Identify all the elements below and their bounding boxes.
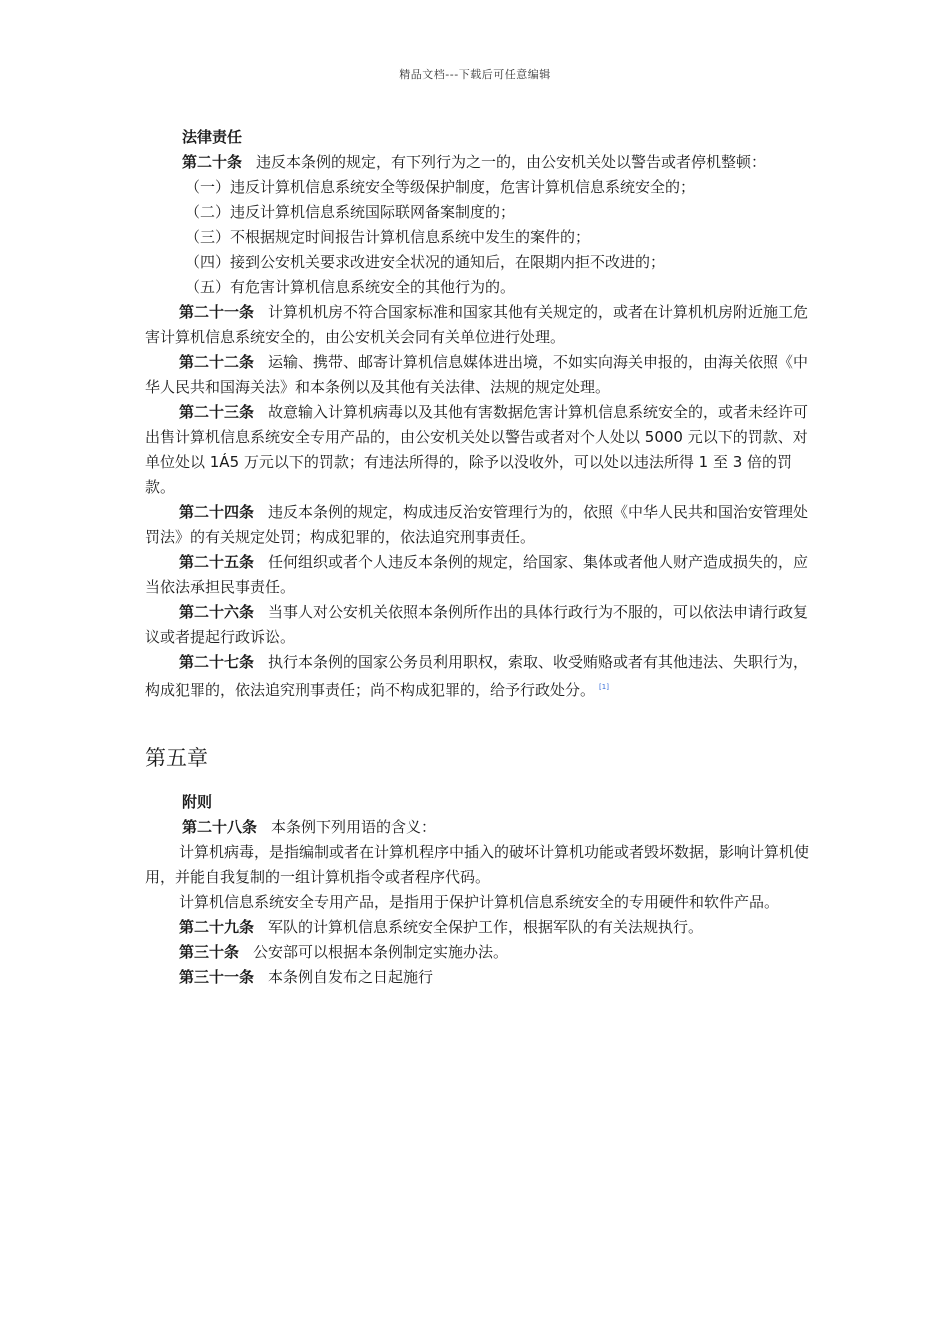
article-text: 本条例下列用语的含义： (271, 818, 437, 836)
article-26 (145, 600, 810, 650)
article-24 (145, 500, 810, 550)
article-20 (145, 150, 810, 175)
list-item: （五）有危害计算机信息系统安全的其他行为的。 (185, 278, 516, 296)
section-title-legal: 法律责任 (182, 128, 243, 146)
page-header: 精品文档---下载后可任意编辑 (399, 68, 551, 81)
list-item: （四）接到公安机关要求改进安全状况的通知后，在限期内拒不改进的； (185, 253, 666, 271)
document-body (145, 124, 810, 990)
article-text: 军队的计算机信息系统安全保护工作，根据军队的有关法规执行。 (268, 918, 704, 936)
article-number: 第二十五条 (179, 553, 255, 571)
definition-virus: 计算机病毒，是指编制或者在计算机程序中插入的破坏计算机功能或者毁坏数据，影响计算机使用，并能自我复制的一组计算机指令或者程序代码。 (145, 843, 810, 886)
article-text: 任何组织或者个人违反本条例的规定，给国家、集体或者他人财产造成损失的，应当依法承担民事责任。 (145, 553, 809, 596)
section-title-appendix: 附则 (182, 793, 213, 811)
article-30 (145, 940, 810, 965)
article-text: 当事人对公安机关依照本条例所作出的具体行政行为不服的，可以依法申请行政复议或者提起行政诉讼。 (145, 603, 809, 646)
article-text: 故意输入计算机病毒以及其他有害数据危害计算机信息系统安全的，或者未经许可出售计算机信息系统安全专用产品的，由公安机关处以警告或者对个人处以 5000 元以下的罚款、对单位处以 1Á5 万元以下的罚款；有违法所得的，除予以没收外，可以处以违法所得 1 至 3 倍的罚款。 (145, 403, 809, 496)
article-22 (145, 350, 810, 400)
article-text: 执行本条例的国家公务员利用职权，索取、收受贿赂或者有其他违法、失职行为，构成犯罪的，依法追究刑事责任；尚不构成犯罪的，给予行政处分。 (145, 653, 809, 699)
article-number: 第二十二条 (179, 353, 255, 371)
article-text: 运输、携带、邮寄计算机信息媒体进出境，不如实向海关申报的，由海关依照《中华人民共和国海关法》和本条例以及其他有关法律、法规的规定处理。 (145, 353, 809, 396)
list-item: （三）不根据规定时间报告计算机信息系统中发生的案件的； (185, 228, 591, 246)
article-21 (145, 300, 810, 350)
footnote-reference-link[interactable]: [1] (599, 683, 609, 691)
article-29 (145, 915, 810, 940)
article-31 (145, 965, 810, 990)
article-28 (145, 815, 810, 840)
article-number: 第二十九条 (179, 918, 255, 936)
article-number: 第二十三条 (179, 403, 255, 421)
article-text: 计算机机房不符合国家标准和国家其他有关规定的，或者在计算机机房附近施工危害计算机信息系统安全的，由公安机关会同有关单位进行处理。 (145, 303, 809, 346)
article-number: 第二十八条 (182, 818, 258, 836)
article-number: 第二十七条 (179, 653, 255, 671)
article-number: 第三十条 (179, 943, 240, 961)
list-item: （二）违反计算机信息系统国际联网备案制度的； (185, 203, 516, 221)
chapter-title: 第五章 (145, 746, 208, 770)
article-text: 公安部可以根据本条例制定实施办法。 (253, 943, 509, 961)
article-23 (145, 400, 810, 500)
article-number: 第二十四条 (179, 503, 255, 521)
article-number: 第二十一条 (179, 303, 255, 321)
article-text: 违反本条例的规定，有下列行为之一的，由公安机关处以警告或者停机整顿： (256, 153, 767, 171)
list-item: （一）违反计算机信息系统安全等级保护制度，危害计算机信息系统安全的； (185, 178, 696, 196)
article-25 (145, 550, 810, 600)
article-number: 第二十六条 (179, 603, 255, 621)
article-text: 违反本条例的规定，构成违反治安管理行为的，依照《中华人民共和国治安管理处罚法》的有关规定处罚；构成犯罪的，依法追究刑事责任。 (145, 503, 809, 546)
article-text: 本条例自发布之日起施行 (268, 968, 434, 986)
definition-security-product: 计算机信息系统安全专用产品，是指用于保护计算机信息系统安全的专用硬件和软件产品。 (179, 893, 780, 911)
article-number: 第三十一条 (179, 968, 255, 986)
article-number: 第二十条 (182, 153, 243, 171)
article-27 (145, 650, 810, 703)
